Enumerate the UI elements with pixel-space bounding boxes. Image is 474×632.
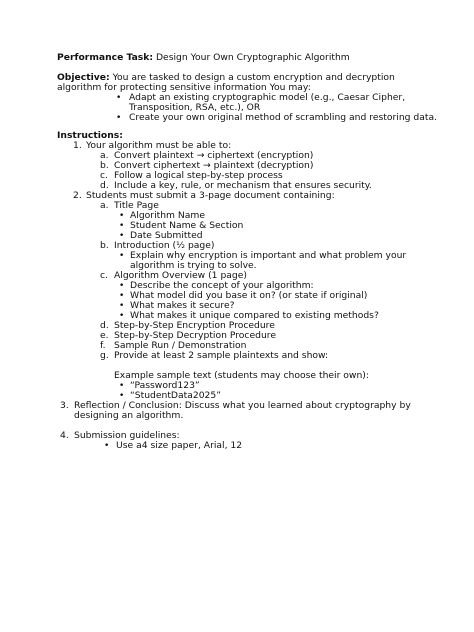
overview-bullet: What model did you base it on? (or state if original) <box>130 290 368 301</box>
item-2d-text: Step-by-Step Encryption Procedure <box>114 320 275 331</box>
item-4-text: Submission guidelines: <box>74 430 180 441</box>
bullet-icon: • <box>119 231 125 241</box>
bullet-icon: • <box>119 391 125 401</box>
sub-letter: e. <box>100 330 109 341</box>
submission-bullet: Use a4 size paper, Arial, 12 <box>116 440 243 451</box>
sub-letter: c. <box>100 270 108 281</box>
objective-bullet-2: Create your own original method of scrambling and restoring data. <box>129 112 438 123</box>
sub-letter: d. <box>100 320 109 331</box>
task-title: Design Your Own Cryptographic Algorithm <box>155 52 350 63</box>
example-text: “StudentData2025” <box>130 390 222 401</box>
introduction-bullet: Explain why encryption is important and what problem your <box>130 250 407 261</box>
objective-text-1: You are tasked to design a custom encryption and decryption <box>112 72 395 83</box>
item-1d-text: Include a key, rule, or mechanism that ensures security. <box>114 180 372 191</box>
bullet-icon: • <box>119 281 125 291</box>
bullet-icon: • <box>116 113 122 123</box>
item-3-text: Reflection / Conclusion: Discuss what you learned about cryptography by <box>74 400 411 411</box>
overview-bullet: Describe the concept of your algorithm: <box>130 280 314 291</box>
objective-label: Objective: <box>57 72 110 83</box>
item-1b-text: Convert ciphertext → plaintext (decryption) <box>114 160 314 171</box>
item-3-text-cont: designing an algorithm. <box>74 410 184 421</box>
overview-bullet: What makes it unique compared to existing methods? <box>130 310 379 321</box>
objective-bullet-1-cont: Transposition, RSA, etc.), OR <box>129 102 261 113</box>
sub-letter: b. <box>100 160 109 171</box>
sub-letter: d. <box>100 180 109 191</box>
item-number: 1. <box>73 140 82 151</box>
bullet-icon: • <box>119 301 125 311</box>
item-number: 3. <box>60 400 69 411</box>
task-title-line <box>57 53 350 63</box>
instructions-heading: Instructions: <box>57 130 123 141</box>
sub-letter: g. <box>100 350 109 361</box>
item-2-text: Students must submit a 3-page document containing: <box>86 190 335 201</box>
bullet-icon: • <box>116 93 122 103</box>
item-1-text: Your algorithm must be able to: <box>86 140 232 151</box>
title-page-bullet: Algorithm Name <box>130 210 206 221</box>
example-label: Example sample text (students may choose their own): <box>114 370 369 381</box>
sub-letter: a. <box>100 200 109 211</box>
item-2e-text: Step-by-Step Decryption Procedure <box>114 330 277 341</box>
bullet-icon: • <box>119 251 125 261</box>
objective-line-2: algorithm for protecting sensitive information You may: <box>57 82 311 93</box>
bullet-icon: • <box>104 441 110 451</box>
sub-letter: c. <box>100 170 108 181</box>
introduction-bullet-cont: algorithm is trying to solve. <box>130 260 257 271</box>
item-1c-text: Follow a logical step-by-step process <box>114 170 283 181</box>
item-2g-text: Provide at least 2 sample plaintexts and show: <box>114 350 329 361</box>
title-page-bullet: Date Submitted <box>130 230 203 241</box>
bullet-icon: • <box>119 211 125 221</box>
task-label: Performance Task: <box>57 52 154 63</box>
example-text: “Password123” <box>130 380 200 391</box>
objective-bullet-1: Adapt an existing cryptographic model (e.g., Caesar Cipher, <box>129 92 406 103</box>
title-page-bullet: Student Name & Section <box>130 220 244 231</box>
sub-letter: a. <box>100 150 109 161</box>
sub-letter: b. <box>100 240 109 251</box>
item-number: 2. <box>73 190 82 201</box>
item-1a-text: Convert plaintext → ciphertext (encryption) <box>114 150 314 161</box>
item-2c-text: Algorithm Overview (1 page) <box>114 270 247 281</box>
sub-letter: f. <box>100 340 106 351</box>
bullet-icon: • <box>119 311 125 321</box>
bullet-icon: • <box>119 381 125 391</box>
bullet-icon: • <box>119 221 125 231</box>
item-number: 4. <box>60 430 69 441</box>
item-2f-text: Sample Run / Demonstration <box>114 340 247 351</box>
bullet-icon: • <box>119 291 125 301</box>
overview-bullet: What makes it secure? <box>130 300 235 311</box>
item-2a-text: Title Page <box>114 200 159 211</box>
item-2b-text: Introduction (½ page) <box>114 240 215 251</box>
